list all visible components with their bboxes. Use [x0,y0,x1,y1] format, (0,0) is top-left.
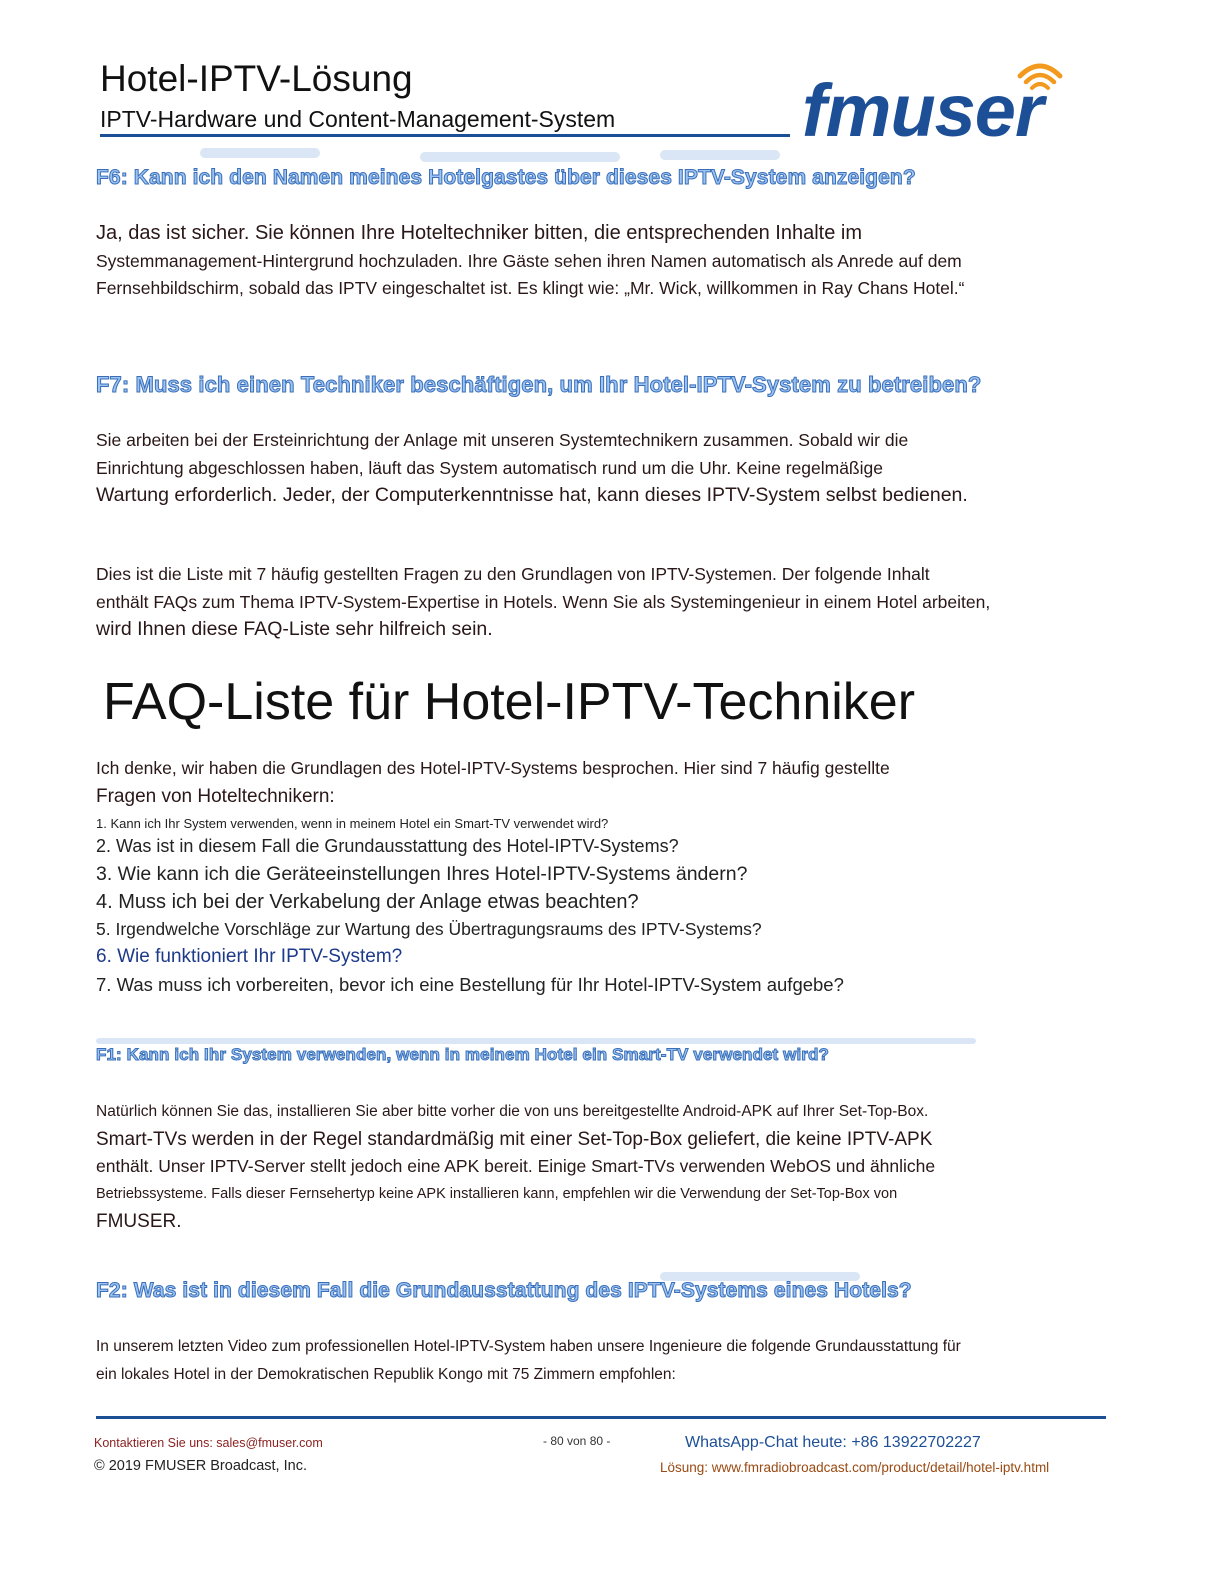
footer-contact: Kontaktieren Sie uns: sales@fmuser.com [94,1436,323,1450]
answer-line: ein lokales Hotel in der Demokratischen Republik Kongo mit 75 Zimmern empfohlen: [96,1365,676,1383]
scan-smudge [96,1038,976,1044]
answer-f6 [96,220,1106,303]
footer-copyright [94,1458,307,1474]
document-title: Hotel-IPTV-Lösung [100,58,413,99]
answer-line: Smart-TVs werden in der Regel standardmäßig mit einer Set-Top-Box geliefert, die keine IPTV-APK [96,1128,933,1150]
intro-line: Dies ist die Liste mit 7 häufig gestellten Fragen zu den Grundlagen von IPTV-Systemen. Der folgende Inhalt [96,564,930,584]
answer-f1 [96,1098,1106,1236]
faq-lead-line: Fragen von Hoteltechnikern: [96,785,335,807]
faq-question-list [96,814,844,999]
answer-line: enthält. Unser IPTV-Server stellt jedoch eine APK bereit. Einige Smart-TVs verwenden WebOS und ähnliche [96,1156,936,1176]
answer-line: Natürlich können Sie das, installieren Sie aber bitte vorher die von uns bereitgestellte Android-APK auf Ihrer Set-Top-Box. [96,1103,929,1120]
list-item: 5. Irgendwelche Vorschläge zur Wartung des Übertragungsraums des IPTV-Systems? [96,919,762,939]
answer-line: In unserem letzten Video zum professionellen Hotel-IPTV-System haben unsere Ingenieure die folgende Grundausstattung für [96,1338,961,1355]
copyright-text: 2019 FMUSER Broadcast, Inc. [108,1458,307,1474]
answer-line: Fernsehbildschirm, sobald das IPTV eingeschaltet ist. Es klingt wie: „Mr. Wick, willkommen in Ray Chans Hotel.“ [96,278,965,298]
answer-f2 [96,1333,1106,1388]
footer-rule [96,1416,1106,1419]
list-item: 7. Was muss ich vorbereiten, bevor ich eine Bestellung für Ihr Hotel-IPTV-System aufgebe? [96,974,844,995]
faq-list-title: FAQ-Liste für Hotel-IPTV-Techniker [103,673,916,731]
fmuser-logo [800,56,1100,146]
scan-smudge [420,152,620,162]
page-number: - 80 von 80 - [543,1434,611,1448]
list-item: 4. Muss ich bei der Verkabelung der Anlage etwas beachten? [96,891,639,913]
scan-smudge [660,150,780,160]
list-item: 6. Wie funktioniert Ihr IPTV-System? [96,946,403,967]
answer-line: Sie arbeiten bei der Ersteinrichtung der Anlage mit unseren Systemtechnikern zusammen. Sobald wir die [96,430,909,450]
question-heading-f2: F2: Was ist in diesem Fall die Grundausstattung des IPTV-Systems eines Hotels? [96,1279,912,1302]
faq-lead-line: Ich denke, wir haben die Grundlagen des Hotel-IPTV-Systems besprochen. Hier sind 7 häufig gestellte [96,758,890,778]
intro-line: wird Ihnen diese FAQ-Liste sehr hilfreich sein. [96,618,493,640]
answer-line: Systemmanagement-Hintergrund hochzuladen. Ihre Gäste sehen ihren Namen automatisch als Anrede auf dem [96,250,962,271]
question-heading-f6: F6: Kann ich den Namen meines Hotelgastes über dieses IPTV-System anzeigen? [96,166,916,189]
document-subtitle: IPTV-Hardware und Content-Management-System [100,106,616,132]
intro-paragraph [96,561,1106,644]
solution-url: Lösung: www.fmradiobroadcast.com/product/detail/hotel-iptv.html [660,1460,1050,1475]
answer-line: Ja, das ist sicher. Sie können Ihre Hoteltechniker bitten, die entsprechenden Inhalte im [96,222,863,244]
list-item: 2. Was ist in diesem Fall die Grundausstattung des Hotel-IPTV-Systems? [96,836,679,856]
answer-line: FMUSER. [96,1211,182,1232]
scan-smudge [200,148,320,158]
question-heading-f1: F1: Kann ich Ihr System verwenden, wenn in meinem Hotel ein Smart-TV verwendet wird? [96,1045,829,1064]
logo-wordmark: fmuser [802,69,1043,146]
question-heading-f7: F7: Muss ich einen Techniker beschäftigen, um Ihr Hotel-IPTV-System zu betreiben? [96,372,982,397]
answer-line: Einrichtung abgeschlossen haben, läuft das System automatisch rund um die Uhr. Keine regelmäßige [96,457,883,478]
answer-f7 [96,427,1106,510]
intro-line: enthält FAQs zum Thema IPTV-System-Expertise in Hotels. Wenn Sie als Systemingenieur in einem Hotel arbeiten, [96,591,991,612]
faq-lead [96,755,1106,810]
copyright-icon: © [94,1458,105,1474]
answer-line: Betriebssysteme. Falls dieser Fernsehertyp keine APK installieren kann, empfehlen wir die Verwendung der Set-Top-Box von [96,1185,898,1202]
list-item: 3. Wie kann ich die Geräteeinstellungen Ihres Hotel-IPTV-Systems ändern? [96,863,748,885]
answer-line: Wartung erforderlich. Jeder, der Computerkenntnisse hat, kann dieses IPTV-System selbst bedienen. [96,484,968,506]
list-item: 1. Kann ich Ihr System verwenden, wenn in meinem Hotel ein Smart-TV verwendet wird? [96,816,609,831]
header-rule [100,134,790,137]
whatsapp-contact: WhatsApp-Chat heute: +86 13922702227 [685,1434,981,1451]
